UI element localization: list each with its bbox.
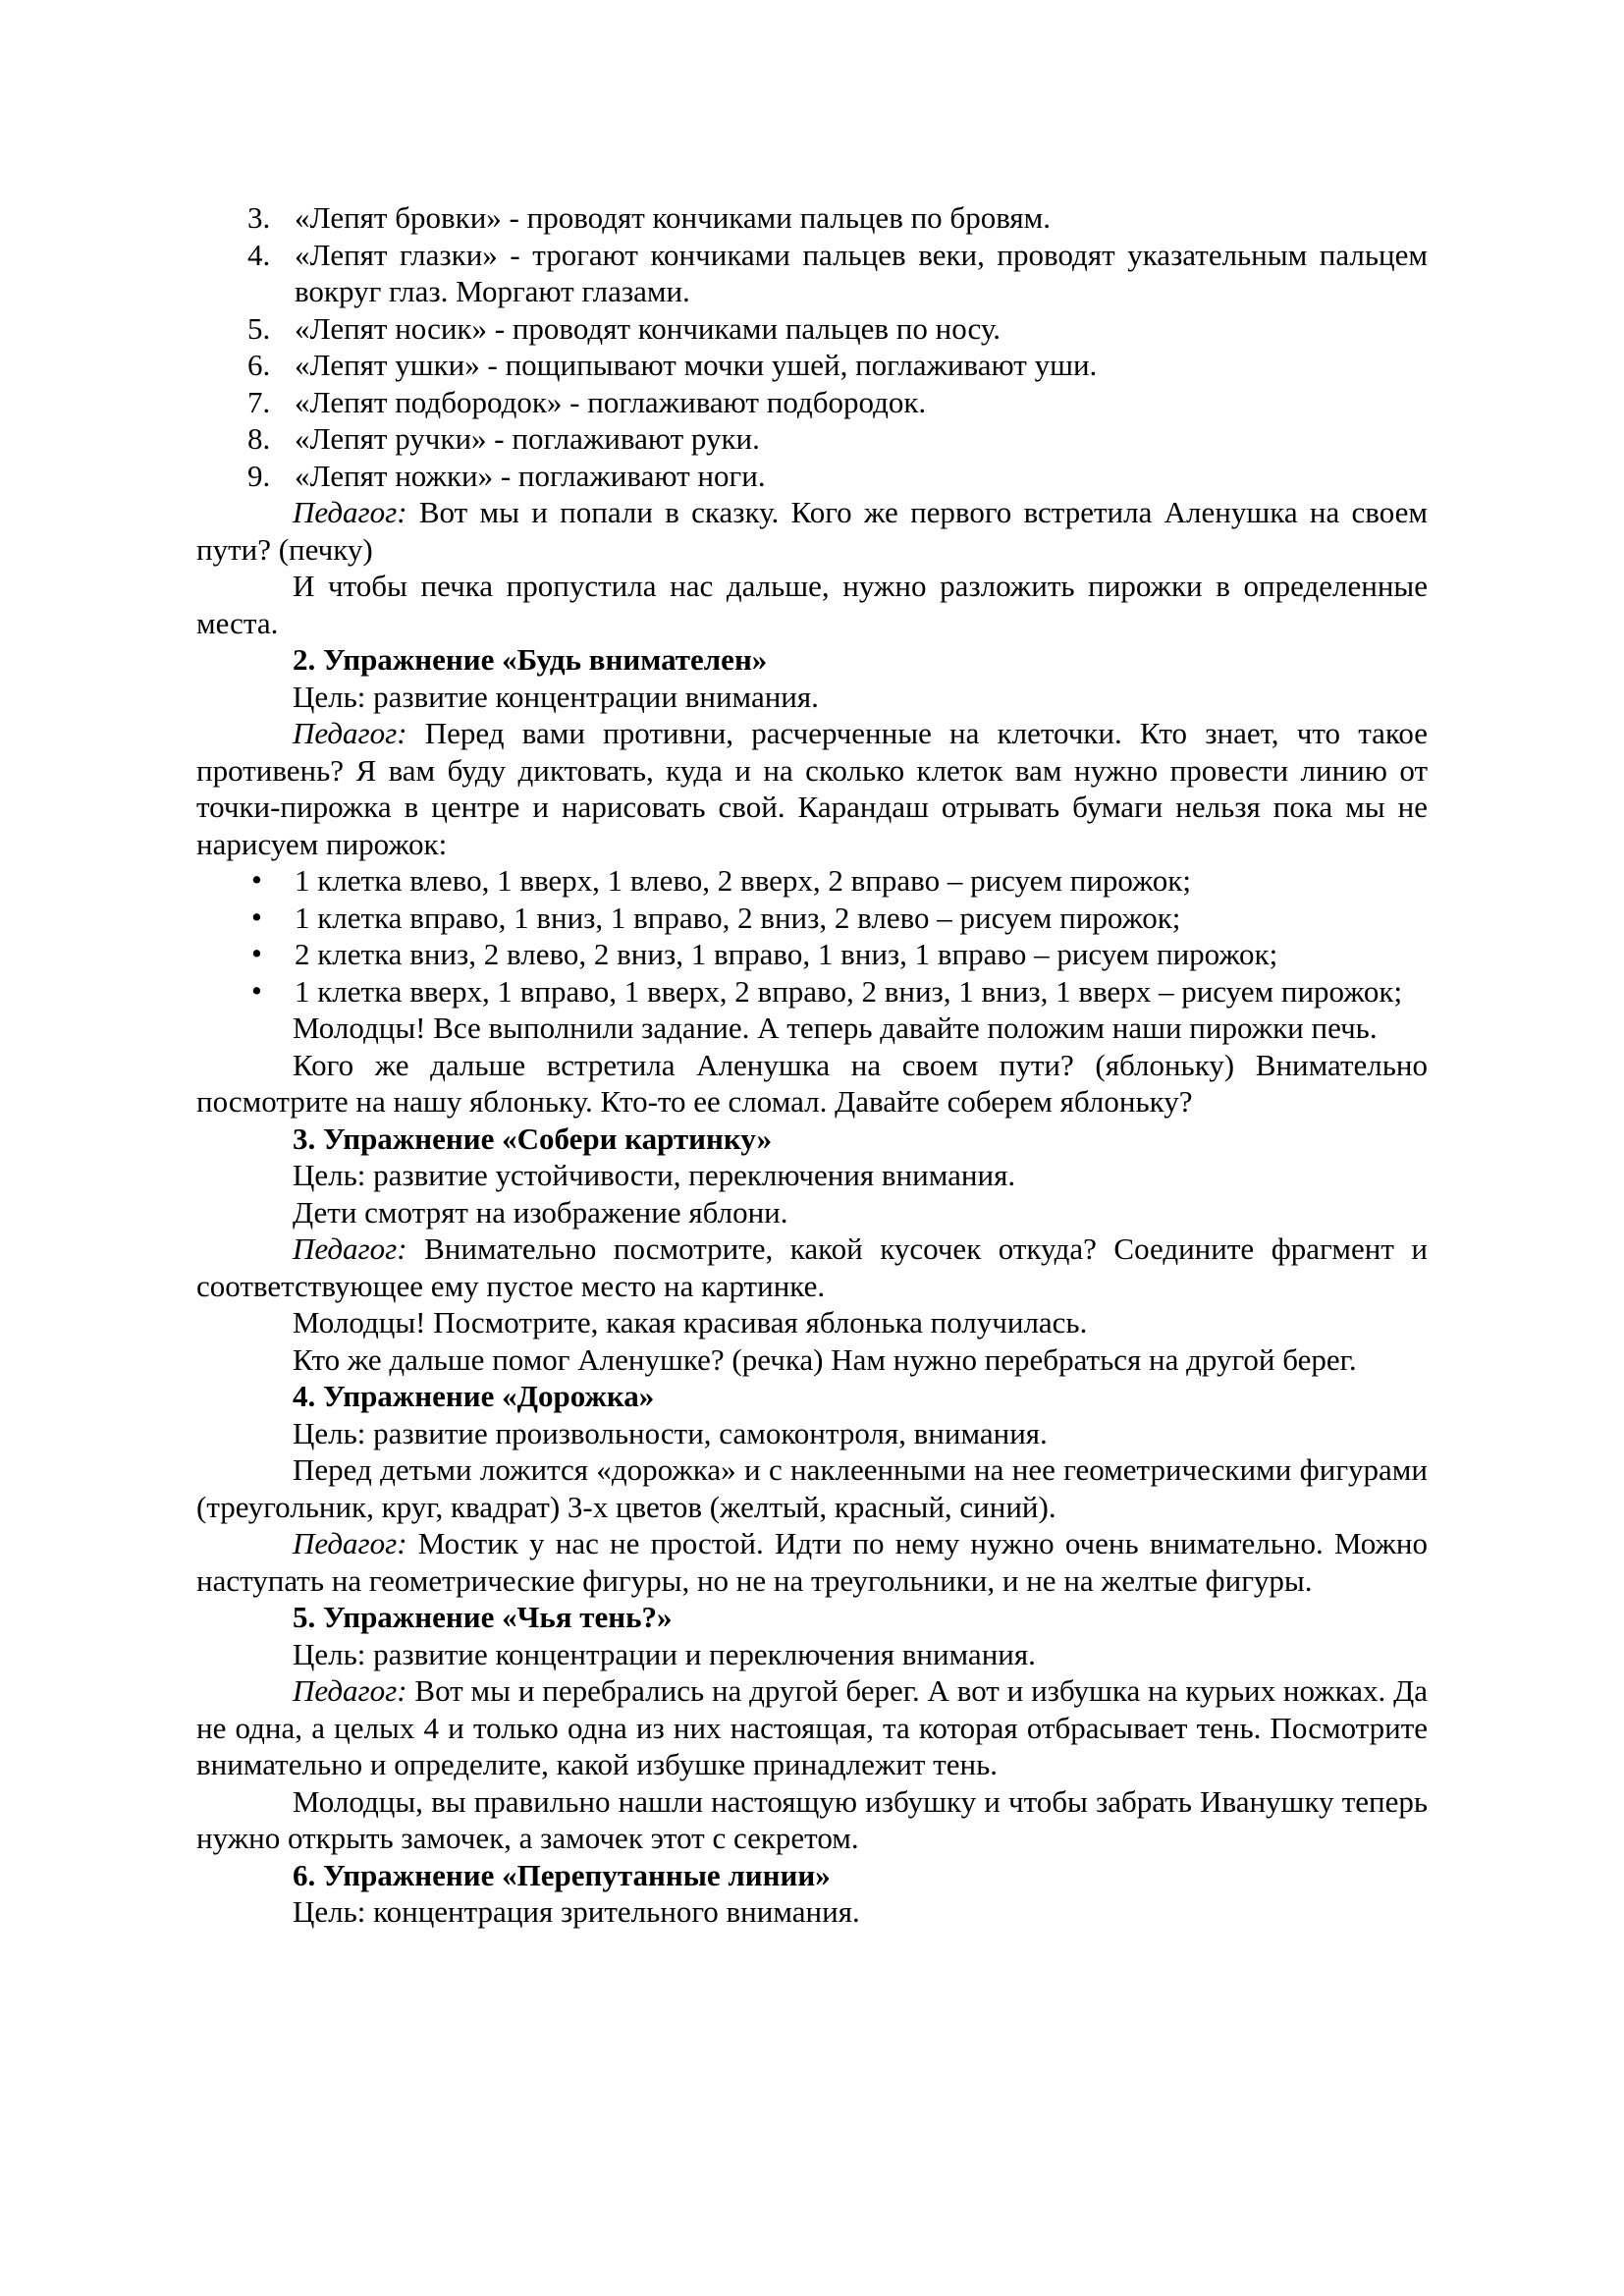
list-number: 8. [247,421,271,456]
paragraph [196,1047,1428,1121]
text-run: «Лепят бровки» - проводят кончиками пальцев по бровям. [295,200,1052,235]
bullet-list-item [196,973,1428,1011]
numbered-list-item [196,458,1428,495]
text-run: Перед детьми ложится «дорожка» и с наклеенными на нее геометрическими фигурами (треугольник, круг, квадрат) 3-х цветов (желтый, красный, синий). [196,1452,1428,1524]
bullet-list-item [196,862,1428,900]
paragraph [196,568,1428,641]
text-run: «Лепят ножки» - поглаживают ноги. [295,458,766,493]
numbered-list-item [196,199,1428,237]
numbered-list-item [196,347,1428,384]
text-run: Молодцы! Посмотрите, какая красивая яблонька получилась. [293,1305,1088,1339]
text-run: Кого же дальше встретила Аленушка на своем пути? (яблоньку) Внимательно посмотрите на нашу яблоньку. Кто-то ее сломал. Давайте соберем яблоньку? [196,1047,1428,1119]
paragraph [196,1341,1428,1379]
text-run: И чтобы печка пропустила нас дальше, нужно разложить пирожки в определенные места. [196,569,1428,640]
paragraph [196,1304,1428,1341]
bullet-icon: • [251,972,262,1008]
text-run: Мостик у нас не простой. Идти по нему нужно очень внимательно. Можно наступать на геометрические фигуры, но не на треугольники, и не на желтые фигуры. [196,1526,1428,1598]
text-run: «Лепят ручки» - поглаживают руки. [295,421,760,456]
paragraph [196,1672,1428,1783]
exercise-heading [196,1857,1428,1894]
bullet-icon: • [251,862,262,897]
text-run: Кто же дальше помог Аленушке? (речка) Нам нужно перебраться на другой берег. [293,1341,1357,1377]
speaker-label: Педагог: [293,716,407,750]
text-run: 3. Упражнение «Собери картинку» [293,1121,773,1156]
exercise-heading [196,1121,1428,1158]
paragraph [196,1525,1428,1599]
paragraph [196,1415,1428,1452]
list-number: 4. [247,237,271,272]
text-run: Вот мы и попали в сказку. Кого же первого встретила Аленушка на своем пути? (печку) [196,495,1428,567]
paragraph [196,1893,1428,1931]
text-run: 4. Упражнение «Дорожка» [293,1379,655,1413]
text-run: Цель: развитие произвольности, самоконтроля, внимания. [293,1415,1048,1450]
text-run: 2 клетка вниз, 2 влево, 2 вниз, 1 вправо, 1 вниз, 1 вправо – рисуем пирожок; [295,937,1278,971]
numbered-list-item [196,237,1428,310]
text-run: 1 клетка вправо, 1 вниз, 1 вправо, 2 вниз, 2 влево – рисуем пирожок; [295,900,1181,935]
paragraph [196,494,1428,568]
speaker-label: Педагог: [293,495,407,529]
numbered-list-item [196,384,1428,421]
list-number: 7. [247,384,271,419]
text-run: Цель: концентрация зрительного внимания. [293,1894,860,1929]
exercise-heading [196,641,1428,679]
text-run: 1 клетка вверх, 1 вправо, 1 вверх, 2 вправо, 2 вниз, 1 вниз, 1 вверх – рисуем пирожок; [295,973,1403,1009]
text-run: Внимательно посмотрите, какой кусочек откуда? Соедините фрагмент и соответствующее ему пустое место на картинке. [196,1231,1428,1303]
paragraph [196,1157,1428,1194]
text-run: «Лепят глазки» - трогают кончиками пальцев веки, проводят указательным пальцем вокруг глаз. Моргают глазами. [295,237,1428,308]
speaker-label: Педагог: [293,1526,407,1560]
text-run: Молодцы, вы правильно нашли настоящую избушку и чтобы забрать Иванушку теперь нужно открыть замочек, а замочек этот с секретом. [196,1783,1428,1855]
exercise-heading [196,1378,1428,1415]
bullet-icon: • [251,936,262,970]
bullet-icon: • [251,899,262,934]
text-run: 2. Упражнение «Будь внимателен» [293,642,768,677]
paragraph [196,1230,1428,1304]
speaker-label: Педагог: [293,1673,407,1708]
text-run: «Лепят носик» - проводят кончиками пальцев по носу. [295,310,1001,346]
paragraph [196,1783,1428,1857]
text-run: «Лепят ушки» - пощипывают мочки ушей, поглаживают уши. [295,348,1098,382]
paragraph [196,1194,1428,1231]
speaker-label: Педагог: [293,1231,407,1266]
text-run: Цель: развитие устойчивости, переключения внимания. [293,1158,1016,1192]
exercise-heading [196,1599,1428,1636]
text-run: Дети смотрят на изображение яблони. [293,1194,788,1230]
list-number: 6. [247,348,271,382]
text-run: Цель: развитие концентрации и переключения внимания. [293,1636,1036,1671]
numbered-list-item [196,310,1428,348]
paragraph [196,679,1428,716]
text-run: Молодцы! Все выполнили задание. А теперь давайте положим наши пирожки печь. [293,1011,1378,1045]
text-run: Цель: развитие концентрации внимания. [293,679,819,714]
bullet-list-item [196,900,1428,937]
text-run: 5. Упражнение «Чья тень?» [293,1600,673,1634]
text-run: 6. Упражнение «Перепутанные линии» [293,1857,831,1892]
list-number: 5. [247,310,271,346]
paragraph [196,1010,1428,1047]
paragraph [196,1636,1428,1673]
text-run: 1 клетка влево, 1 вверх, 1 влево, 2 вверх, 2 вправо – рисуем пирожок; [295,863,1191,898]
paragraph [196,1451,1428,1525]
text-run: Перед вами противни, расчерченные на клеточки. Кто знает, что такое противень? Я вам буду диктовать, куда и на сколько клеток вам нужно провести линию от точки-пирожка в центре и нарисовать свой. Карандаш отрывать бумаги нельзя пока мы не нарисуем пирожок: [196,716,1428,861]
list-number: 3. [247,200,271,235]
list-number: 9. [247,458,271,493]
numbered-list-item [196,420,1428,458]
text-run: «Лепят подбородок» - поглаживают подбородок. [295,384,927,419]
bullet-list-item [196,936,1428,973]
paragraph [196,715,1428,862]
text-run: Вот мы и перебрались на другой берег. А вот и избушка на курьих ножках. Да не одна, а целых 4 и только одна из них настоящая, та которая отбрасывает тень. Посмотрите внимательно и определите, какой избушке принадлежит тень. [196,1673,1428,1781]
